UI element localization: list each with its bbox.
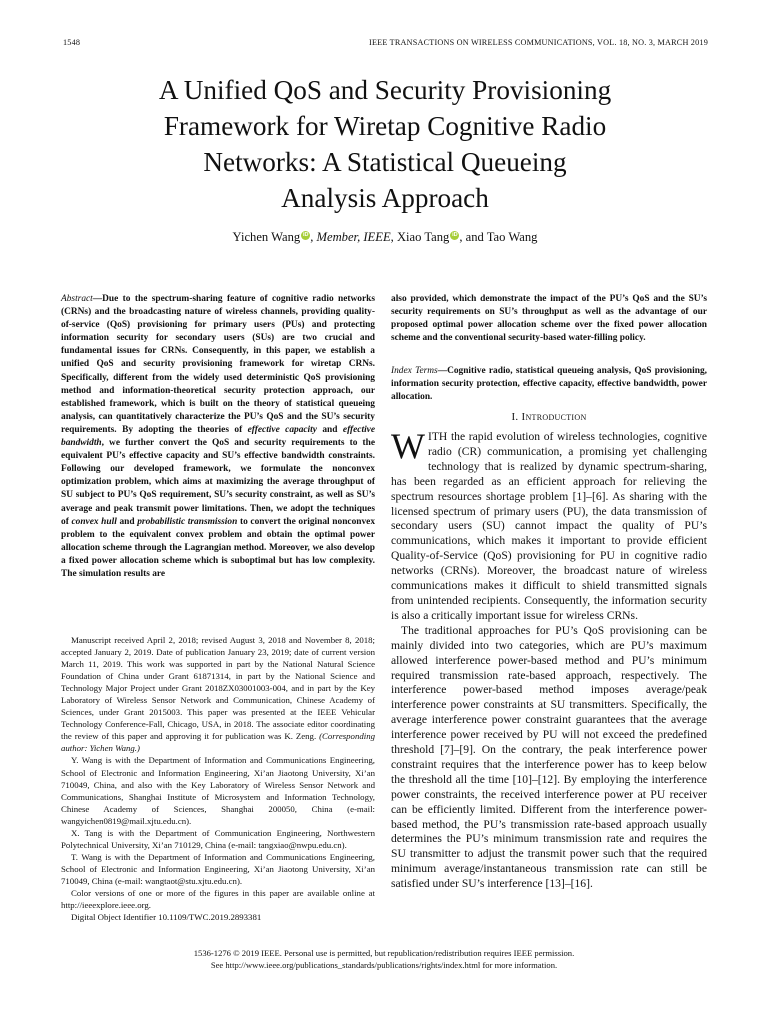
abstract: Abstract—Due to the spectrum-sharing feature of cognitive radio networks (CRNs) and the broadcasting nature of wireless channels, providing quality-of-service (QoS) provisioning for primary users (PUs) and protecting information security for secondary users (SUs) are two crucial and fundamental issues for CRNs. Consequently, in this paper, we establish a unified QoS and security provisioning framework for wiretap CRNs. Specifically, different from the widely used deterministic QoS provisioning method and information-theoretical security protection approach, our established framework, which is built on the theory of statistical queueing analysis, can quantitatively characterize the PU’s QoS and the SU’s security requirements. By adopting the theories of effective capacity and effective bandwidth, we further convert the QoS and security requirements to the equivalent PU’s effective capacity and SU’s effective bandwidth constraints. Following our developed framework, we formulate the nonconvex optimization problem, which aims at maximizing the average throughput of SU subject to PU’s QoS requirement, SU’s security constraint, as well as SU’s average and peak transmit power limitations. Then, we adopt the techniques of convex hull and probabilistic transmission to convert the original nonconvex problem to the equivalent convex problem and obtain the optimal power allocation scheme through the Lagrangian method. Moreover, we also develop a fixed power allocation scheme which is suboptimal but has low complexity. The simulation results are — [61, 294, 376, 579]
abstract-label: Abstract — [61, 294, 93, 304]
footnotes — [61, 634, 375, 923]
doi: Digital Object Identifier 10.1109/TWC.2019.2893381 — [71, 912, 262, 923]
title-line: Framework for Wiretap Cognitive Radio — [163, 111, 607, 141]
title-line: Analysis Approach — [281, 183, 489, 213]
footnote: Manuscript received April 2, 2018; revised August 3, 2018 and November 8, 2018; accepted January 2, 2019. Date of publication January 23, 2019; date of current version March 11, 2019. This work was supported in part by the National Natural Science Foundation of China under Grant 61871314, in part by the National Science and Technology Major Project under Grant 2018ZX03001003-004, and in part by the Key Laboratory of Wireless Sensor Network and Communication, Chinese Academy of Sciences, under Grant 2015003. This paper was presented at the IEEE Vehicular Technology Conference-Fall, Chicago, USA, in 2018. The associate editor coordinating the review of this paper and approving it for publication was K. Zeng. (Corresponding author: Yichen Wang.) — [61, 635, 375, 754]
copyright-notice: 1536-1276 © 2019 IEEE. Personal use is permitted, but republication/redistribution requires IEEE permission. See http://www.ieee.org/publications_standards/publications/rights/index.html for more information. — [193, 948, 575, 970]
footnote: X. Tang is with the Department of Communication Engineering, Northwestern Polytechnical University, Xi’an 710129, China (e-mail: tangxiao@nwpu.edu.cn). — [61, 827, 375, 850]
author-name: and Tao Wang — [465, 230, 538, 244]
author-role: Member, IEEE — [316, 230, 391, 244]
author-name: Xiao Tang — [396, 230, 450, 244]
author-name: Yichen Wang — [232, 230, 301, 244]
footnote: T. Wang is with the Department of Information and Communications Engineering, School of Electronic and Information Engineering, Xi’an Jiaotong University, Xi’an 710049, China (e-mail: wangtaot@stu.xjtu.edu.cn). — [61, 851, 375, 886]
index-terms: Index Terms—Cognitive radio, statistical queueing analysis, QoS provisioning, information security protection, effective capacity, effective bandwidth, power allocation. — [391, 366, 707, 403]
author-list: Yichen Wang iD , Member, IEEE, Xiao Tang iD , and Tao Wang — [232, 230, 538, 244]
paper-title — [90, 72, 680, 216]
introduction-body — [391, 426, 707, 892]
running-header: IEEE TRANSACTIONS ON WIRELESS COMMUNICATIONS, VOL. 18, NO. 3, MARCH 2019 — [369, 38, 708, 47]
title-line: A Unified QoS and Security Provisioning — [158, 75, 612, 105]
drop-cap: W — [391, 426, 425, 466]
paragraph: The traditional approaches for PU’s QoS provisioning can be mainly divided into two categories, which are PU’s maximum allowed interference power-based method and PU’s minimum required transmission rate-based approach, respectively. The interference power-based method imposes average/peak interference power constraints at SU transmitters. Specifically, the average interference power constraint guarantees that the average interference power received by PU will not exceed the predefined threshold [7]–[9]. On the contrary, the peak interference power constraint requires that the interference power has to keep below the threshold all the time [10]–[12]. By employing the interference power constraints, the received interference power at PU receiver can be efficiently limited. Different from the interference power-based method, the PU’s transmission rate-based approach usually determines the PU’s minimum transmission rate and requires the SU transmitter to adjust the transmit power such that the required minimum average/instantaneous transmission rate can still be satisfied under SU’s interference [13]–[16]. — [391, 623, 707, 891]
orcid-icon[interactable]: iD — [452, 232, 458, 238]
index-terms-label: Index Terms — [391, 366, 438, 376]
abstract-continuation: also provided, which demonstrate the impact of the PU’s QoS and the SU’s security requirements on SU’s throughput as well as the advantage of our proposed optimal power allocation scheme over the fixed power allocation scheme and the conventional security-based water-filling policy. — [391, 294, 707, 344]
title-line: Networks: A Statistical Queueing — [203, 147, 567, 177]
page-number: 1548 — [63, 38, 81, 47]
footnote: Color versions of one or more of the figures in this paper are available online at http://ieeexplore.ieee.org. — [61, 887, 375, 911]
paragraph: WITH the rapid evolution of wireless technologies, cognitive radio (CR) communication, a promising yet challenging technology that is realized by dynamic spectrum-sharing, has been regarded as an efficient approach for relieving the spectrum resources shortage problem [1]–[6]. As sharing with the licensed spectrum of primary users (PU), the data transmission of secondary users (SU) cannot impact the quality of PU’s communications, which makes it important to provide efficient Quality-of-Service (QoS) provisioning for PU in cognitive radio networks (CRNs). Moreover, the broadcast nature of wireless communications makes it difficult to shield transmitted signals from unintended recipients. Consequently, the information security is also a critically important issue for wireless CRNs. — [391, 426, 707, 622]
footnote: Y. Wang is with the Department of Information and Communications Engineering, School of Electronic and Information Engineering, Xi’an Jiaotong University, Xi’an 710049, China, and also with the Key Laboratory of Wireless Sensor Network and Communications, Shanghai Institute of Microsystem and Information Technology, Chinese Academy of Sciences, Shanghai 200050, China (e-mail: wangyichen0819@mail.xjtu.edu.cn). — [61, 755, 375, 826]
section-heading: I. Introduction — [511, 411, 587, 423]
orcid-icon[interactable]: iD — [302, 232, 309, 238]
